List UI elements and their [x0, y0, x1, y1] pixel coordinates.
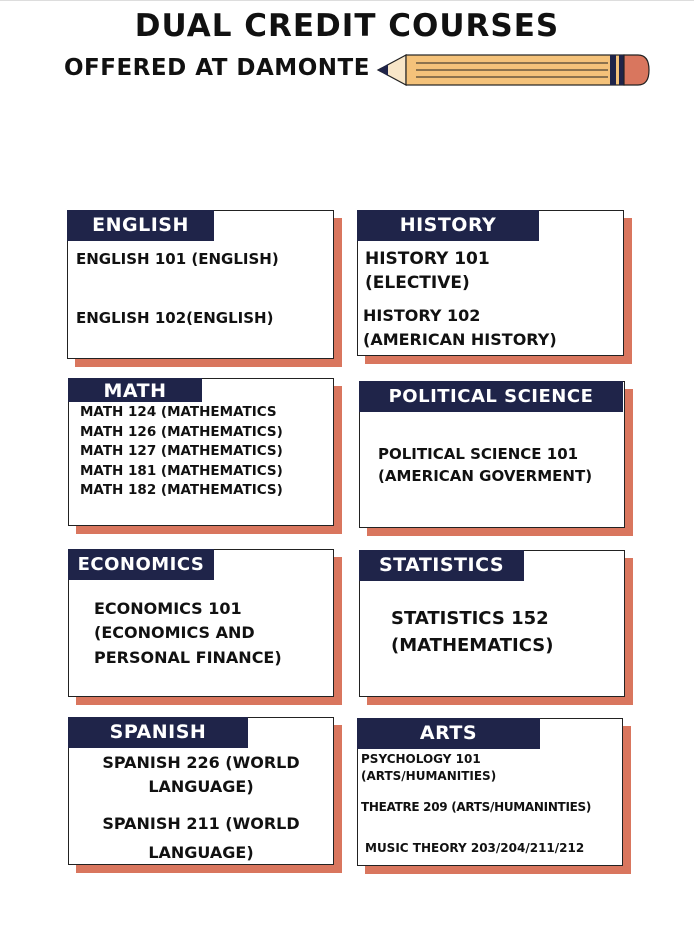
page-title: DUAL CREDIT COURSES [134, 8, 560, 44]
card-spanish [68, 717, 334, 865]
card-header: ECONOMICS [68, 549, 214, 580]
course-item: SPANISH 211 (WORLD [102, 814, 300, 833]
course-item: PSYCHOLOGY 101 [361, 752, 481, 766]
course-item: STATISTICS 152 [391, 608, 549, 629]
course-item: MATH 124 (MATHEMATICS [80, 404, 277, 420]
course-item: (MATHEMATICS) [391, 635, 554, 656]
course-item: HISTORY 101 [365, 249, 490, 269]
course-item: (AMERICAN GOVERMENT) [378, 467, 593, 485]
course-item: (ECONOMICS AND [94, 623, 255, 642]
card-english [67, 210, 334, 359]
course-item: ECONOMICS 101 [94, 599, 242, 618]
course-item: SPANISH 226 (WORLD [102, 753, 300, 772]
course-item: THEATRE 209 (ARTS/HUMANINTIES) [361, 800, 592, 814]
course-item: MATH 181 (MATHEMATICS) [80, 463, 283, 479]
course-item: PERSONAL FINANCE) [94, 648, 282, 667]
card-statistics [359, 550, 625, 697]
course-item: LANGUAGE) [148, 777, 254, 796]
card-header: POLITICAL SCIENCE [359, 381, 623, 412]
card-header: MATH [68, 378, 202, 402]
card-arts [357, 718, 623, 866]
course-item: (ELECTIVE) [365, 273, 470, 293]
course-item: MATH 182 (MATHEMATICS) [80, 482, 283, 498]
pencil-icon [376, 52, 650, 88]
course-item: (AMERICAN HISTORY) [363, 330, 557, 349]
course-item: MATH 127 (MATHEMATICS) [80, 443, 283, 459]
course-item: MATH 126 (MATHEMATICS) [80, 424, 283, 440]
top-border-line [0, 0, 694, 1]
course-item: LANGUAGE) [148, 843, 254, 862]
card-header: SPANISH [68, 717, 248, 748]
course-item: HISTORY 102 [363, 306, 481, 325]
card-header: STATISTICS [359, 550, 524, 581]
course-item: ENGLISH 102(ENGLISH) [76, 309, 274, 327]
card-history [357, 210, 624, 356]
card-math [68, 378, 334, 526]
card-header: HISTORY [357, 210, 539, 241]
card-header: ARTS [357, 718, 540, 749]
course-item: ENGLISH 101 (ENGLISH) [76, 250, 279, 268]
course-item: POLITICAL SCIENCE 101 [378, 445, 579, 463]
card-economics [68, 549, 334, 697]
card-political-science [359, 381, 625, 528]
card-header: ENGLISH [67, 210, 214, 241]
course-item: (ARTS/HUMANITIES) [361, 769, 497, 783]
course-item: MUSIC THEORY 203/204/211/212 [365, 841, 585, 855]
page-subtitle: OFFERED AT DAMONTE [64, 55, 370, 81]
